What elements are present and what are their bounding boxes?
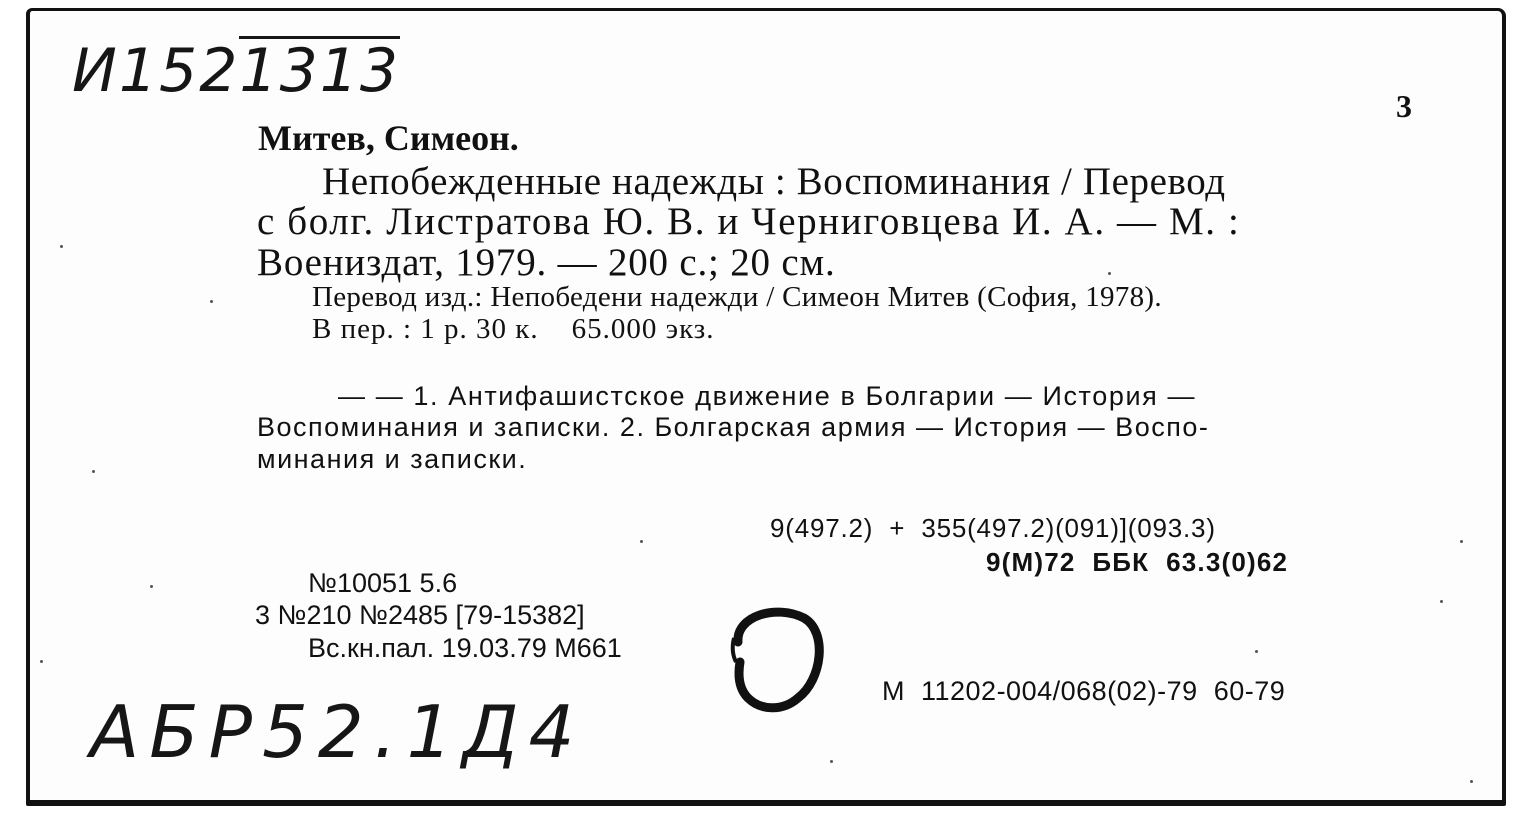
bbk-index: 9(М)72 ББК 63.3(0)62 — [986, 547, 1289, 577]
speck — [1108, 272, 1111, 275]
subject-line-1: — — 1. Антифашистское движение в Болгарии — История — — [338, 381, 1197, 411]
price-print-run: В пер. : 1 р. 30 к. 65.000 экз. — [312, 313, 715, 345]
speck — [60, 245, 63, 248]
card-number: 3 — [1396, 88, 1412, 124]
subject-line-2: Воспоминания и записки. 2. Болгарская армия — История — Воспо- — [257, 412, 1210, 442]
speck — [640, 540, 643, 543]
speck — [830, 760, 833, 763]
speck — [40, 660, 43, 663]
catalog-code: М 11202-004/068(02)-79 60-79 — [882, 676, 1286, 706]
inventory-overlined: 1313 — [239, 36, 401, 106]
title-line-3: Воениздат, 1979. — 200 с.; 20 см. — [257, 241, 836, 284]
speck — [1460, 540, 1463, 543]
title-line-2: с болг. Листратова Ю. В. и Черниговцева И. А. — М. : — [257, 200, 1241, 243]
author-heading: Митев, Симеон. — [258, 118, 519, 158]
speck — [92, 470, 95, 473]
inventory-number — [72, 36, 400, 104]
chamber-record: Вс.кн.пал. 19.03.79 М661 — [308, 633, 622, 663]
print-record: 3 №210 №2485 [79-15382] — [255, 600, 585, 630]
order-number: №10051 5.6 — [308, 568, 458, 598]
speck — [210, 300, 213, 303]
speck — [1470, 780, 1473, 783]
card-hole-ring — [724, 602, 828, 718]
speck — [1440, 600, 1443, 603]
original-edition-note: Перевод изд.: Непобедени надежди / Симеон Митев (София, 1978). — [312, 281, 1162, 313]
udc-index: 9(497.2) + 355(497.2)(091)](093.3) — [770, 513, 1216, 543]
inventory-prefix: И152 — [72, 36, 240, 106]
title-line-1: Непобежденные надежды : Воспоминания / Перевод — [322, 160, 1226, 203]
speck — [150, 585, 153, 588]
shelf-mark: АБР52.1Д4 — [90, 690, 585, 774]
subject-line-3: минания и записки. — [257, 444, 528, 474]
speck — [1255, 650, 1258, 653]
